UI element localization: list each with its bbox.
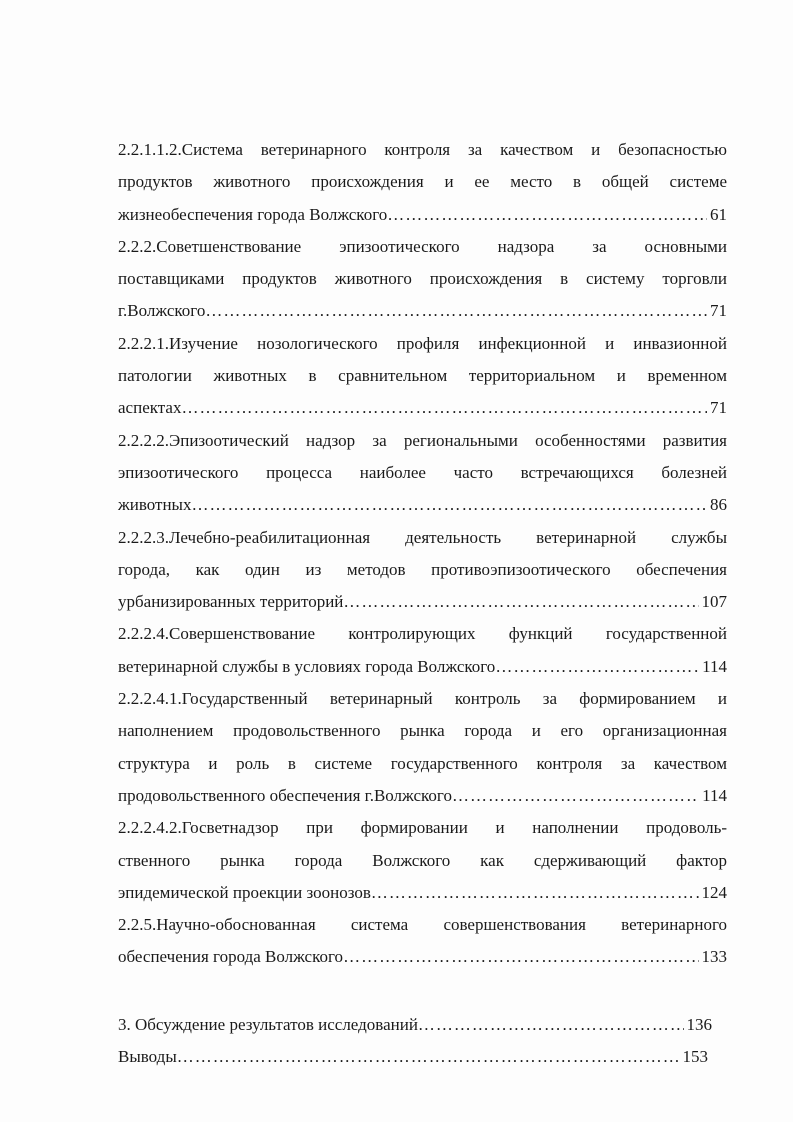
table-of-contents — [118, 134, 727, 1073]
toc-leader-line — [118, 1041, 708, 1073]
toc-entry-title: аспектах — [118, 398, 182, 418]
toc-entry — [118, 909, 727, 974]
toc-entry-line: 2.2.2.4.Совершенствование контролирующих функций государственной — [118, 624, 727, 644]
toc-leader-line — [118, 941, 727, 973]
toc-entry-line: наполнением продовольственного рынка города и его организационная — [118, 721, 727, 741]
toc-entry-title: животных — [118, 495, 192, 515]
toc-page-number: 153 — [682, 1047, 708, 1067]
toc-entry — [118, 618, 727, 683]
toc-entry — [118, 328, 727, 425]
toc-page-number: 71 — [710, 398, 727, 418]
toc-entry — [118, 812, 727, 909]
toc-page-number: 124 — [701, 882, 727, 902]
toc-entry-line: 2.2.2.1.Изучение нозологического профиля инфекционной и инвазионной — [118, 333, 727, 353]
dot-leader — [495, 651, 699, 683]
toc-leader-line — [118, 295, 727, 327]
dot-leader — [343, 941, 698, 973]
toc-entry-line: 2.2.2.4.2.Госветнадзор при формировании и наполнении продоволь- — [118, 818, 727, 838]
dot-leader — [387, 199, 707, 231]
toc-entry-line: поставщиками продуктов животного происхождения в систему торговли — [118, 269, 727, 289]
toc-entry-line: эпизоотического процесса наиболее часто встречающихся болезней — [118, 462, 727, 482]
toc-leader-line — [118, 877, 727, 909]
dot-leader — [177, 1041, 680, 1073]
toc-entry-title: ветеринарной службы в условиях города Волжского — [118, 656, 496, 676]
toc-leader-line — [118, 651, 727, 683]
toc-entry-line: 2.2.2.3.Лечебно-реабилитационная деятельность ветеринарной службы — [118, 527, 727, 547]
toc-entry — [118, 683, 727, 812]
toc-leader-line — [118, 199, 727, 231]
dot-leader — [181, 392, 707, 424]
toc-entry — [118, 134, 727, 231]
toc-entry-line: 2.2.2.2.Эпизоотический надзор за региональными особенностями развития — [118, 430, 727, 450]
toc-entry — [118, 522, 727, 619]
toc-entry-line: 2.2.5.Научно-обоснованная система совершенствования ветеринарного — [118, 915, 727, 935]
toc-entry — [118, 425, 727, 522]
toc-page-number: 114 — [702, 785, 727, 805]
toc-entry-line: структура и роль в системе государственного контроля за качеством — [118, 753, 727, 773]
toc-entry-line: 2.2.2.4.1.Государственный ветеринарный контроль за формированием и — [118, 689, 727, 709]
dot-leader — [191, 489, 707, 521]
section-spacer — [118, 974, 727, 1009]
toc-entry-title: продовольственного обеспечения г.Волжского — [118, 785, 452, 805]
toc-page-number: 133 — [701, 947, 727, 967]
toc-entry-title: г.Волжского — [118, 301, 206, 321]
toc-entry-title: 3. Обсуждение результатов исследований — [118, 1014, 418, 1034]
toc-entry-title: эпидемической проекции зоонозов — [118, 882, 371, 902]
toc-leader-line — [118, 586, 727, 618]
toc-entry-line: 2.2.1.1.2.Система ветеринарного контроля за качеством и безопасностью — [118, 140, 727, 159]
toc-entry-title: обеспечения города Волжского — [118, 947, 344, 967]
toc-entry-line: 2.2.2.Советшенствование эпизоотического надзора за основными — [118, 236, 727, 256]
dot-leader — [452, 780, 699, 812]
toc-page-number: 61 — [710, 204, 727, 224]
toc-page-number: 86 — [710, 495, 727, 515]
dot-leader — [418, 1009, 684, 1041]
toc-entry-line: патологии животных в сравнительном территориальном и временном — [118, 366, 727, 386]
toc-entry — [118, 231, 727, 328]
toc-entry-line: города, как один из методов противоэпизоотического обеспечения — [118, 559, 727, 579]
toc-entry — [118, 1009, 727, 1041]
toc-leader-line — [118, 392, 727, 424]
toc-page-number: 71 — [710, 301, 727, 321]
toc-entry-title: Выводы — [118, 1047, 177, 1067]
dot-leader — [343, 586, 698, 618]
toc-entry-title: жизнеобеспечения города Волжского — [118, 204, 388, 224]
toc-leader-line — [118, 780, 727, 812]
dot-leader — [371, 877, 699, 909]
toc-leader-line — [118, 489, 727, 521]
toc-entry-line: ственного рынка города Волжского как сдерживающий фактор — [118, 850, 727, 870]
toc-page-number: 107 — [701, 592, 727, 612]
toc-page-number: 136 — [686, 1014, 712, 1034]
toc-entry-title: урбанизированных территорий — [118, 592, 344, 612]
dot-leader — [205, 295, 707, 327]
toc-entry — [118, 1041, 727, 1073]
toc-page-number: 114 — [702, 656, 727, 676]
toc-leader-line — [118, 1009, 712, 1041]
toc-entry-line: продуктов животного происхождения и ее место в общей системе — [118, 172, 727, 192]
